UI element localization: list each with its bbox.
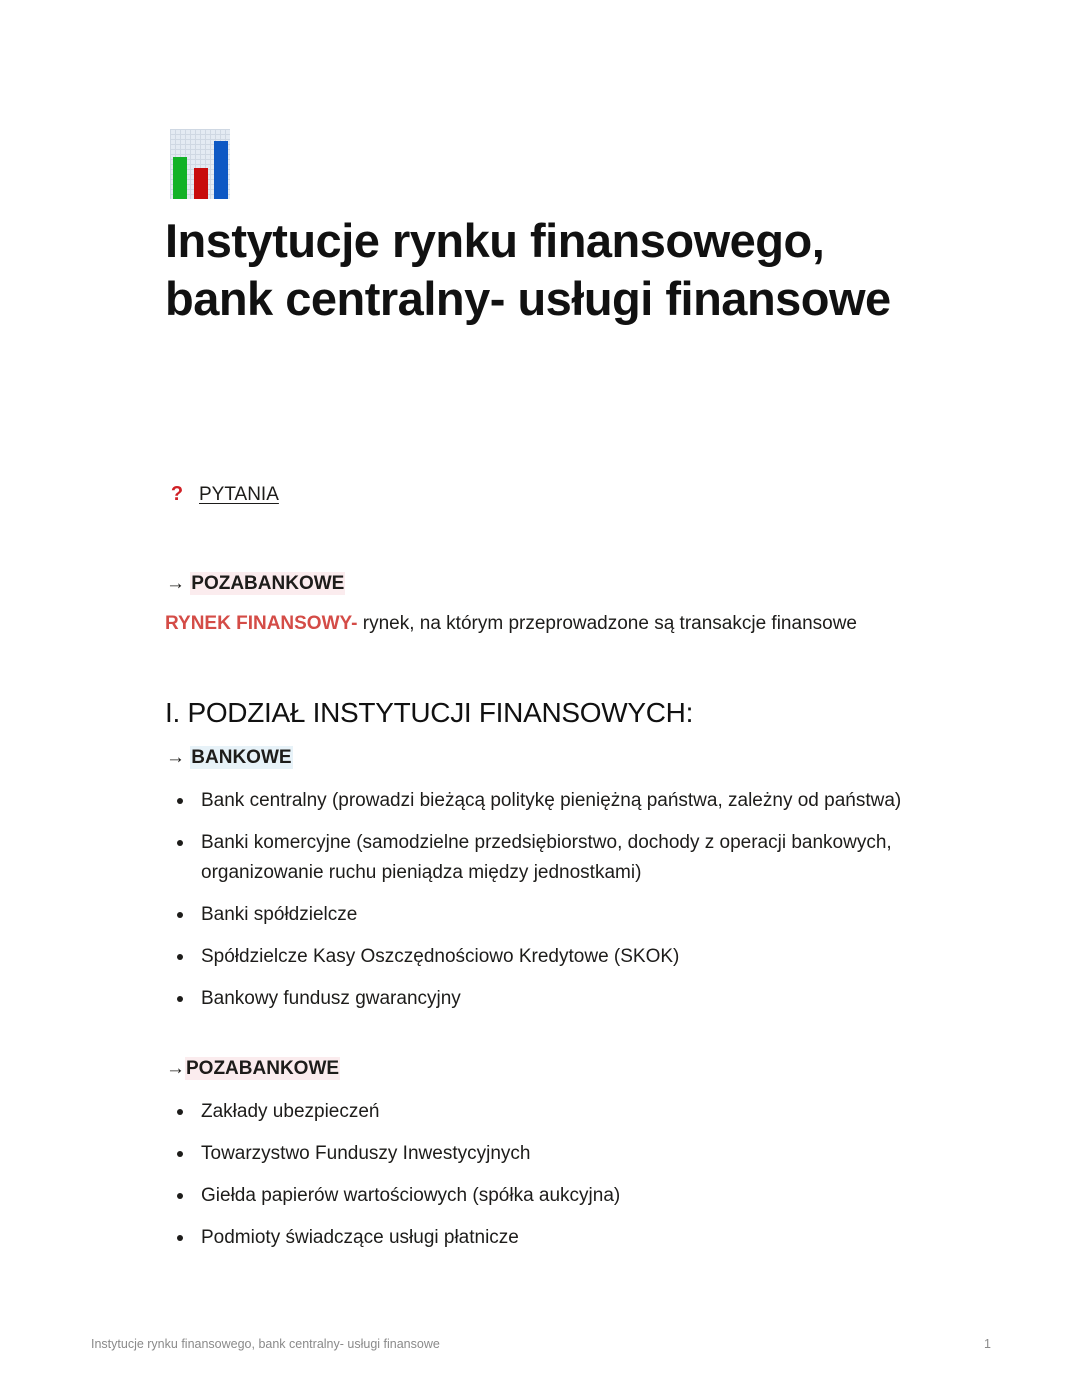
section-heading: I. PODZIAŁ INSTYTUCJI FINANSOWYCH: xyxy=(165,697,694,728)
pozabankowe-label: POZABANKOWE xyxy=(186,1058,340,1079)
pozabankowe-heading xyxy=(166,1056,340,1082)
bullet-icon xyxy=(177,798,183,804)
list-item: Spółdzielcze Kasy Oszczędnościowo Kredytowe (SKOK) xyxy=(165,942,905,972)
footer-title: Instytucje rynku finansowego, bank centralny- usługi finansowe xyxy=(91,1337,440,1351)
red-bar xyxy=(194,168,208,199)
bullet-icon xyxy=(177,996,183,1002)
arrow-icon: → xyxy=(166,573,185,594)
definition-term: RYNEK FINANSOWY- xyxy=(165,613,358,634)
definition-text: rynek, na którym przeprowadzone są transakcje finansowe xyxy=(357,613,857,634)
bullet-icon xyxy=(177,954,183,960)
bankowe-heading xyxy=(166,745,293,771)
list-item: Banki komercyjne (samodzielne przedsiębiorstwo, dochody z operacji bankowych, organizowanie ruchu pieniądza między jednostkami) xyxy=(165,828,905,888)
pytania-link[interactable]: PYTANIA xyxy=(199,483,279,505)
bankowe-list xyxy=(165,786,905,1026)
list-item: Towarzystwo Funduszy Inwestycyjnych xyxy=(165,1139,905,1169)
intro-pozabankowe-heading xyxy=(166,571,345,597)
bankowe-label: BANKOWE xyxy=(191,747,292,768)
bullet-icon xyxy=(177,840,183,846)
list-item: Zakłady ubezpieczeń xyxy=(165,1097,905,1127)
list-item: Bankowy fundusz gwarancyjny xyxy=(165,984,905,1014)
intro-pozabankowe-label: POZABANKOWE xyxy=(191,573,345,594)
bullet-icon xyxy=(177,912,183,918)
list-item: Banki spółdzielcze xyxy=(165,900,905,930)
page-title: Instytucje rynku finansowego, bank centralny- usługi finansowe xyxy=(165,214,891,325)
bullet-icon xyxy=(177,1109,183,1115)
definition-paragraph xyxy=(165,609,885,639)
bar-chart-icon xyxy=(170,129,230,199)
blue-bar xyxy=(214,141,228,199)
list-item: Bank centralny (prowadzi bieżącą politykę pieniężną państwa, zależny od państwa) xyxy=(165,786,905,816)
question-mark-icon: ? xyxy=(170,483,184,505)
list-item: Giełda papierów wartościowych (spółka aukcyjna) xyxy=(165,1181,905,1211)
arrow-icon: → xyxy=(166,747,185,768)
bullet-icon xyxy=(177,1193,183,1199)
pytania-link-row[interactable] xyxy=(166,483,279,506)
list-item: Podmioty świadczące usługi płatnicze xyxy=(165,1223,905,1253)
bullet-icon xyxy=(177,1151,183,1157)
arrow-icon: → xyxy=(166,1058,185,1079)
pozabankowe-list xyxy=(165,1097,905,1265)
page-footer xyxy=(91,1337,991,1351)
green-bar xyxy=(173,157,187,199)
page-number: 1 xyxy=(984,1337,991,1351)
bullet-icon xyxy=(177,1235,183,1241)
